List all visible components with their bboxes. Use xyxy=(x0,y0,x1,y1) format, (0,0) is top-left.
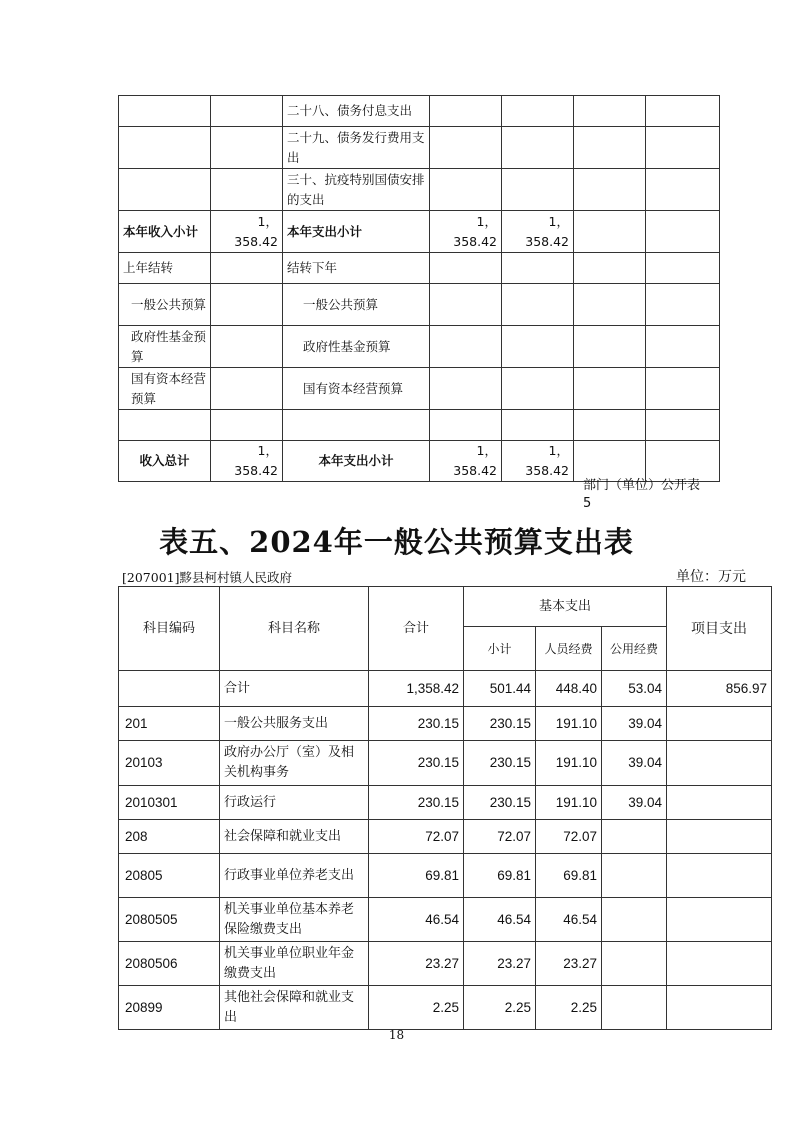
project-value xyxy=(667,942,772,986)
amount xyxy=(574,410,646,441)
expense-item: 政府性基金预算 xyxy=(283,326,430,368)
public-value xyxy=(602,986,667,1030)
total-value: 230.15 xyxy=(369,786,464,820)
subject-code: 2080505 xyxy=(119,898,220,942)
total-value: 46.54 xyxy=(369,898,464,942)
header-subtotal: 小计 xyxy=(464,627,536,671)
personnel-value: 69.81 xyxy=(536,854,602,898)
personnel-value: 2.25 xyxy=(536,986,602,1030)
subject-name: 社会保障和就业支出 xyxy=(220,820,369,854)
amount xyxy=(211,96,283,127)
subject-name: 机关事业单位职业年金缴费支出 xyxy=(220,942,369,986)
amount xyxy=(646,96,720,127)
amount xyxy=(430,368,502,410)
table-row xyxy=(119,127,720,169)
expense-item: 本年支出小计 xyxy=(283,211,430,253)
subtotal-value: 69.81 xyxy=(464,854,536,898)
subject-code: 201 xyxy=(119,707,220,741)
personnel-value: 72.07 xyxy=(536,820,602,854)
expense-item xyxy=(283,410,430,441)
amount xyxy=(574,169,646,211)
project-value xyxy=(667,786,772,820)
amount xyxy=(430,284,502,326)
public-value: 39.04 xyxy=(602,786,667,820)
table-row xyxy=(119,986,772,1030)
subject-code: 20103 xyxy=(119,741,220,786)
amount xyxy=(574,284,646,326)
table-row xyxy=(119,786,772,820)
amount xyxy=(502,169,574,211)
amount xyxy=(574,326,646,368)
public-value xyxy=(602,854,667,898)
unit-label: 单位：万元 xyxy=(676,569,746,585)
amount xyxy=(646,410,720,441)
expense-item: 国有资本经营预算 xyxy=(283,368,430,410)
subtotal-value: 23.27 xyxy=(464,942,536,986)
subtotal-value: 230.15 xyxy=(464,707,536,741)
amount xyxy=(574,368,646,410)
expense-item: 二十九、债务发行费用支出 xyxy=(283,127,430,169)
personnel-value: 191.10 xyxy=(536,786,602,820)
amount xyxy=(502,326,574,368)
row-label xyxy=(119,127,211,169)
total-value: 69.81 xyxy=(369,854,464,898)
header-public: 公用经费 xyxy=(602,627,667,671)
header-code: 科目编码 xyxy=(119,587,220,671)
public-value xyxy=(602,898,667,942)
amount xyxy=(502,253,574,284)
table-row xyxy=(119,671,772,707)
project-value xyxy=(667,741,772,786)
subject-code: 20805 xyxy=(119,854,220,898)
row-label xyxy=(119,96,211,127)
amount xyxy=(574,211,646,253)
table-row xyxy=(119,253,720,284)
subtotal-value: 230.15 xyxy=(464,786,536,820)
amount xyxy=(574,127,646,169)
table-row xyxy=(119,96,720,127)
personnel-value: 191.10 xyxy=(536,741,602,786)
amount xyxy=(646,284,720,326)
amount: 1，358.42 xyxy=(211,441,283,482)
amount xyxy=(211,253,283,284)
page-title: 表五、2024年一般公共预算支出表 xyxy=(159,525,634,559)
project-value xyxy=(667,898,772,942)
public-value: 39.04 xyxy=(602,741,667,786)
table-row xyxy=(119,898,772,942)
amount xyxy=(502,96,574,127)
row-label: 上年结转 xyxy=(119,253,211,284)
amount xyxy=(211,410,283,441)
total-value: 23.27 xyxy=(369,942,464,986)
total-value: 230.15 xyxy=(369,707,464,741)
amount xyxy=(502,127,574,169)
table-row xyxy=(119,368,720,410)
amount: 1，358.42 xyxy=(430,441,502,482)
subject-code: 2010301 xyxy=(119,786,220,820)
subject-name: 机关事业单位基本养老保险缴费支出 xyxy=(220,898,369,942)
project-value xyxy=(667,820,772,854)
row-label: 政府性基金预算 xyxy=(119,326,211,368)
amount: 1，358.42 xyxy=(502,441,574,482)
table-row xyxy=(119,741,772,786)
personnel-value: 191.10 xyxy=(536,707,602,741)
header-row xyxy=(119,587,772,627)
subtotal-value: 2.25 xyxy=(464,986,536,1030)
project-value: 856.97 xyxy=(667,671,772,707)
subtotal-value: 230.15 xyxy=(464,741,536,786)
amount xyxy=(646,169,720,211)
row-label xyxy=(119,410,211,441)
subject-name: 其他社会保障和就业支出 xyxy=(220,986,369,1030)
subject-code xyxy=(119,671,220,707)
amount xyxy=(502,368,574,410)
subject-code: 2080506 xyxy=(119,942,220,986)
amount xyxy=(430,410,502,441)
expense-item: 二十八、债务付息支出 xyxy=(283,96,430,127)
table-row xyxy=(119,326,720,368)
amount xyxy=(430,127,502,169)
row-label: 一般公共预算 xyxy=(119,284,211,326)
amount: 1，358.42 xyxy=(430,211,502,253)
row-label: 收入总计 xyxy=(119,441,211,482)
table-footer-number: 5 xyxy=(583,496,592,511)
expense-item: 一般公共预算 xyxy=(283,284,430,326)
total-value: 230.15 xyxy=(369,741,464,786)
subject-name: 一般公共服务支出 xyxy=(220,707,369,741)
amount xyxy=(211,326,283,368)
amount xyxy=(646,368,720,410)
table-row xyxy=(119,169,720,211)
public-value xyxy=(602,820,667,854)
amount xyxy=(430,253,502,284)
amount: 1，358.42 xyxy=(211,211,283,253)
table-row xyxy=(119,410,720,441)
amount xyxy=(430,96,502,127)
subject-name: 政府办公厅（室）及相关机构事务 xyxy=(220,741,369,786)
header-personnel: 人员经费 xyxy=(536,627,602,671)
row-label: 本年收入小计 xyxy=(119,211,211,253)
amount: 1，358.42 xyxy=(502,211,574,253)
project-value xyxy=(667,986,772,1030)
expense-item: 三十、抗疫特别国债安排的支出 xyxy=(283,169,430,211)
amount xyxy=(430,169,502,211)
budget-summary-table xyxy=(118,95,720,482)
total-value: 72.07 xyxy=(369,820,464,854)
amount xyxy=(211,284,283,326)
amount xyxy=(211,368,283,410)
public-value: 39.04 xyxy=(602,707,667,741)
amount xyxy=(211,169,283,211)
row-label: 国有资本经营预算 xyxy=(119,368,211,410)
personnel-value: 46.54 xyxy=(536,898,602,942)
project-value xyxy=(667,854,772,898)
subject-code: 208 xyxy=(119,820,220,854)
expense-item: 本年支出小计 xyxy=(283,441,430,482)
amount xyxy=(211,127,283,169)
table-row xyxy=(119,284,720,326)
project-value xyxy=(667,707,772,741)
public-value: 53.04 xyxy=(602,671,667,707)
table-row xyxy=(119,820,772,854)
table-footer-label: 部门（单位）公开表 xyxy=(583,478,701,493)
amount xyxy=(646,211,720,253)
amount xyxy=(430,326,502,368)
page-number: 18 xyxy=(388,1028,405,1042)
header-total: 合计 xyxy=(369,587,464,671)
amount xyxy=(646,326,720,368)
amount xyxy=(502,284,574,326)
total-value: 1,358.42 xyxy=(369,671,464,707)
table-row xyxy=(119,854,772,898)
table-row xyxy=(119,942,772,986)
subject-name: 行政事业单位养老支出 xyxy=(220,854,369,898)
public-value xyxy=(602,942,667,986)
subject-code: 20899 xyxy=(119,986,220,1030)
header-name: 科目名称 xyxy=(220,587,369,671)
expense-item: 结转下年 xyxy=(283,253,430,284)
header-basic: 基本支出 xyxy=(464,587,667,627)
amount xyxy=(646,253,720,284)
amount xyxy=(502,410,574,441)
row-label xyxy=(119,169,211,211)
table-row xyxy=(119,211,720,253)
amount xyxy=(574,253,646,284)
subtotal-value: 501.44 xyxy=(464,671,536,707)
general-budget-expenditure-table xyxy=(118,586,772,1030)
total-value: 2.25 xyxy=(369,986,464,1030)
amount xyxy=(574,96,646,127)
subject-name: 合计 xyxy=(220,671,369,707)
personnel-value: 23.27 xyxy=(536,942,602,986)
subtotal-value: 72.07 xyxy=(464,820,536,854)
amount xyxy=(646,127,720,169)
organization-label: [207001]黟县柯村镇人民政府 xyxy=(122,570,292,585)
table-row xyxy=(119,707,772,741)
header-project: 项目支出 xyxy=(667,587,772,671)
subject-name: 行政运行 xyxy=(220,786,369,820)
personnel-value: 448.40 xyxy=(536,671,602,707)
subtotal-value: 46.54 xyxy=(464,898,536,942)
